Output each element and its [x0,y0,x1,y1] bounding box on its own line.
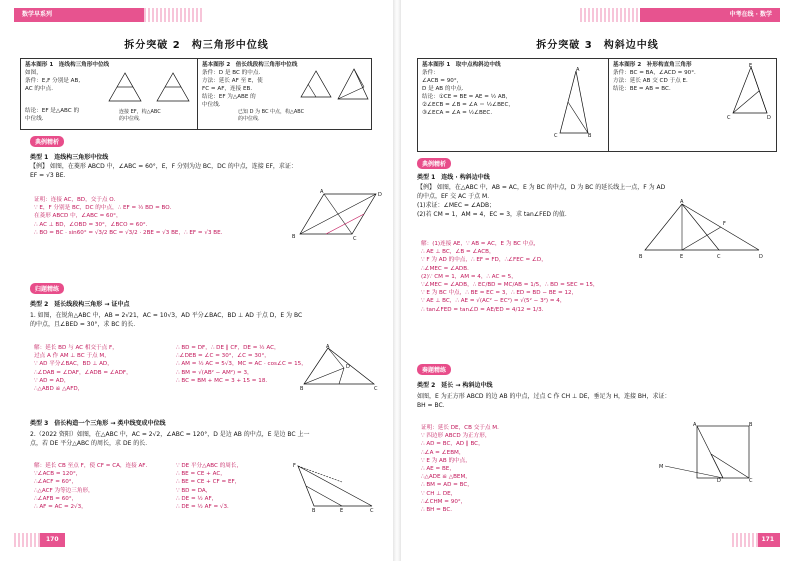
svg-text:A: A [326,344,330,350]
right-header-stripe [580,8,640,22]
question-2-text [30,430,380,448]
isosceles-triangle-figure [637,198,767,260]
right-basic-figure-1-title: 基本图形 1 取中点构斜边中线 [422,62,501,68]
text-line: 【例】 如图，在△ABC 中，AB = AC，E 为 BC 的中点，D 为 BC 的延长线上一点，F 为 AD [417,184,666,191]
left-running-header: 数学早系列 [14,8,144,22]
solution-line: ∵ DE 平分△ABC 的周长， [176,463,243,469]
solution-line: 解：(1)连接 AE，∵ AB = AC，E 为 BC 中点， [421,241,540,247]
text-line: ②∠ECB = ∠B = ∠A ＝ ½∠BEC， [422,102,514,108]
solution-line: ∴△ADE ≌ △BEM， [421,474,471,481]
svg-text:F: F [723,221,726,227]
type-2-heading: 类型 2 延长线段构三角形 → 证中点 [30,301,130,308]
figure-1-caption [119,109,161,123]
triangle-figure-1a [105,71,145,105]
solution-line: ∴ AM = ½ AC = 5√3，MC = AC · cos∠C = 15， [176,361,307,368]
solution-line: ∴ BC = BM + MC = 3 + 15 = 18． [176,377,271,384]
solution-line: ∴∠A = ∠EBM， [421,449,465,456]
solution-line: ∴ BH = BC． [421,507,456,514]
type-2-heading: 类型 2 延长 → 构斜边中线 [417,382,493,389]
svg-text:F: F [293,463,296,469]
text-line: 中位线． [25,116,48,122]
right-section-title: 拆分突破 3 构斜边中线 [536,40,659,51]
solution-line: (2)∵ CM = 1，AM = 4，∴ AC = 5， [421,273,517,280]
solution-line: ∴ BM = √(AB² − AM²) = 3， [176,369,253,376]
svg-text:C: C [353,236,357,240]
question-2-solution-right [176,462,242,511]
question-1-text [417,392,777,410]
solution-line: ∴ DE = ½ AF = √3． [176,504,233,511]
svg-text:A: A [693,422,697,428]
solution-line: ∴ AD = BC，AD ∥ BC， [421,441,484,448]
solution-line: ∴△ABD ≌ △AFD， [34,386,84,393]
text-line: 【例】 如图，在菱形 ABCD 中，∠ABC = 60°，E，F 分别为边 BC，DC 的中点，连接 EF，求证： [30,163,297,170]
text-line: BH = BC． [417,402,449,409]
obtuse-triangle-figure [292,462,378,512]
text-line: EF = √3 BE． [30,172,70,179]
solution-line: ∴ BE = CE + CF = EF， [176,479,241,486]
left-basic-figure-2 [198,59,373,129]
example-1-solution [34,196,226,237]
solution-line: 过点 A 作 AM ⊥ BC 于点 M， [34,353,110,360]
solution-line: ∴ BD = DF，∴ DE ∥ CF，DE = ½ AC， [176,345,280,351]
solution-line: ∴ BE = CE + AC， [176,471,226,478]
svg-text:E: E [340,508,344,512]
left-page-number: 170 [40,533,65,547]
badge-practice: 奏题精练 [417,364,451,375]
svg-text:C: C [749,478,753,482]
badge-typical-analysis: 典例精析 [30,136,64,147]
right-basic-figure-2 [609,59,778,151]
svg-text:B: B [639,254,643,260]
question-1-solution [421,424,503,514]
svg-text:E: E [680,254,684,260]
text-line: 如图， [25,70,42,76]
text-line: 结论：BE = AB = BC． [613,86,675,92]
caption-line: 的中位线． [238,116,264,122]
svg-text:E: E [749,63,753,69]
solution-line: 在菱形 ABCD 中，∠ABC = 60°， [34,213,122,220]
text-line: (1)求证：∠MEC = ∠ADB； [417,202,496,209]
text-line: (2)若 CM = 1，AM = 4，EC = 3，求 tan∠FED 的值． [417,211,571,218]
right-triangle-figure-1 [554,67,594,139]
solution-line: 证明：延长 DE，CB 交于点 M． [421,425,503,431]
caption-line: 连接 EF，构△ABC [119,109,161,115]
svg-text:C: C [727,115,731,121]
svg-text:D: D [378,192,382,198]
text-line: 条件：D 是 BC 的中点． [202,70,265,76]
book-gutter [393,0,401,561]
solution-line: ∵ 四边形 ABCD 为正方形， [421,433,491,440]
svg-text:B: B [588,133,592,139]
solution-line: ∴∠MEC = ∠ADB． [421,265,473,272]
text-line: D 是 AB 的中点． [422,86,468,92]
solution-line: ∴ AC ⊥ BD，∠OBD = 30°，∠BCO = 60°． [34,221,152,228]
question-1-solution-left [34,344,132,393]
text-line: 中位线． [202,102,225,108]
solution-line: ∴ DE = ½ AF， [176,495,218,502]
question-1-text [30,311,380,329]
svg-text:M: M [659,464,664,470]
right-basic-figure-2-title: 基本图形 2 补形构直角三角形 [613,62,692,68]
right-footer-stripe [732,533,758,547]
right-triangle-figure-2 [727,63,773,121]
solution-line: ∵∠ACB = 120°， [34,471,82,478]
svg-text:D: D [767,115,771,121]
solution-line: ∵ AD 平分∠BAC，BD ⊥ AD， [34,361,113,368]
svg-text:C: C [370,508,374,512]
svg-text:A: A [576,67,580,73]
left-header-stripe [144,8,204,22]
text-line: 的中点，且∠BED = 30°，求 BC 的长． [30,321,140,328]
solution-line: ∴∠ACF = 60°， [34,479,78,486]
solution-line: ∴ AF = AC = 2√3， [34,504,87,511]
example-1-solution [421,240,599,314]
text-line: 结论：EF 为△ABE 的 [202,94,256,100]
svg-text:A: A [680,199,684,205]
triangle-figure-2a [298,69,334,101]
solution-line: ∴ AE = BE， [421,466,455,473]
text-line: 1. 如图，在锐角△ABC 中，AB = 2√21，AC = 10√3，AD 平分∠BAC，BD ⊥ AD 于点 D，E 为 BC [30,312,303,319]
example-1-text [30,162,370,180]
svg-text:D: D [346,364,350,370]
question-1-solution-right [176,344,307,385]
text-line: 点，若 DE 平分△ABC 的周长，求 DE 的长． [30,440,152,447]
solution-line: ∵ E 为 AB 的中点， [421,457,471,464]
text-line: 2.（2022 资阳）如图，在△ABC 中，AC = 2√2，∠ABC = 120°，D 是边 AB 的中点，E 是边 BC 上一 [30,431,310,438]
triangle-figure-2b [334,67,372,103]
solution-line: 解：延长 BD 与 AC 相交于点 F， [34,345,118,351]
text-line: 结论：①CE = BE = AE = ½ AB， [422,94,512,100]
text-line: 的中点，EF 交 AC 于点 M． [417,193,494,200]
text-line: ③∠ECA = ∠A = ½∠BEC． [422,110,496,116]
solution-line: 解：延长 CB 至点 F，使 CF = CA，连接 AF． [34,463,152,469]
svg-text:B: B [749,422,753,428]
type-1-heading: 类型 1 连线构三角形中位线 [30,154,109,161]
solution-line: ∵ CH ⊥ DE， [421,490,457,497]
solution-line: ∴ AE ⊥ BC，∠B = ∠ACB， [421,249,495,256]
text-line: 条件：E,F 分别是 AB, [25,78,81,84]
question-2-solution-left [34,462,151,511]
solution-line: ∴∠DAB = ∠DAF，∠ADB = ∠ADF， [34,369,132,376]
solution-line: ∵ F 为 AD 的中点，∴ EF = FD，∴∠FEC = ∠D， [421,257,547,264]
badge-practice: 归题精练 [30,283,64,294]
text-line: 如图，E 为正方形 ABCD 的边 AB 的中点，过点 C 作 CH ⊥ DE，垂足为 H，连接 BH，求证： [417,393,671,400]
text-line: 条件：BC = BA，∠ACD = 90°． [613,70,700,76]
svg-text:C: C [374,386,378,390]
solution-line: ∴ BO = BC · sin60° = √3/2 BC = √3/2 · 2BE = √3 BE，∴ EF = √3 BE． [34,229,227,236]
left-footer-stripe [14,533,40,547]
solution-line: ∵ AE ⊥ BC，∴ AE = √(AC² − EC²) = √(5² − 3²) = 4， [421,298,566,305]
right-basic-figure-1 [418,59,608,151]
type-3-heading: 类型 3 倍长构造一个三角形 → 类中线变成中位线 [30,420,166,427]
text-line: 结论：EF 是△ABC 的 [25,108,80,114]
svg-text:D: D [759,254,763,260]
svg-text:B: B [300,386,304,390]
solution-line: ∴ tan∠FED = tan∠D = AE/ED = 4/12 = 1/3． [421,306,548,313]
solution-line: ∵ E 为 BC 中点，∴ BE = EC = 3，∴ ED = BD − BE = 12， [421,290,578,297]
text-line: FC = AF，连接 EB． [202,86,256,92]
solution-line: ∴△ACF 为等边三角形， [34,487,94,494]
solution-line: ∵∠MEC = ∠ADB，∴ EC/BD = MC/AB = 1/5，∴ BD = SEC = 15， [421,282,599,289]
solution-line: 证明：连接 AC，BD，交于点 O． [34,197,120,203]
left-page [0,0,393,561]
svg-text:B: B [312,508,316,512]
solution-line: ∴ BM = AD = BC， [421,482,473,489]
svg-text:D: D [717,478,721,482]
text-line: AC 的中点． [25,86,57,92]
svg-text:A: A [320,189,324,195]
solution-line: ∵ AD = AD， [34,377,70,384]
right-page [401,0,794,561]
rhombus-figure [290,188,386,240]
svg-text:B: B [292,234,296,240]
solution-line: ∴∠CHM = 90°， [421,498,467,505]
square-figure [659,422,763,482]
text-line: 方法：延长 AB 交 CD 于点 E． [613,78,692,84]
caption-line: 的中位线． [119,116,145,122]
caption-line: 已知 D 为 BC 中点，构△ABC [238,109,305,115]
left-basic-figure-1 [21,59,197,129]
solution-line: ∵ BD = DA， [176,487,212,494]
left-basic-figures-box [20,58,372,130]
text-line: 条件： [422,70,439,76]
left-basic-figure-1-title: 基本图形 1 连线构三角形中位线 [25,62,110,68]
badge-typical-analysis: 典例精析 [417,158,451,169]
left-basic-figure-2-title: 基本图形 2 倍长线段构三角形中位线 [202,62,298,68]
solution-line: ∴∠DEB = ∠C = 30°，∠C = 30°， [176,353,270,360]
solution-line: ∴∠AFB = 60°， [34,495,78,502]
svg-text:C: C [554,133,558,139]
type-1-heading: 类型 1 连线 · 构斜边中线 [417,174,490,181]
text-line: 方法：延长 AF 至 E，使 [202,78,263,84]
triangle-figure-1b [153,71,193,105]
left-section-title: 拆分突破 2 构三角形中位线 [124,40,269,51]
figure-2-caption [238,109,304,123]
right-basic-figures-box [417,58,777,152]
svg-text:C: C [717,254,721,260]
text-line: ∠ACB = 90°， [422,78,463,84]
right-page-number: 171 [755,533,780,547]
right-running-header: 中考在线 · 数学 [640,8,780,22]
solution-line: ∵ E，F 分别是 BC，DC 的中点，∴ EF = ½ BD = BO． [34,205,176,212]
acute-triangle-figure [300,344,380,390]
